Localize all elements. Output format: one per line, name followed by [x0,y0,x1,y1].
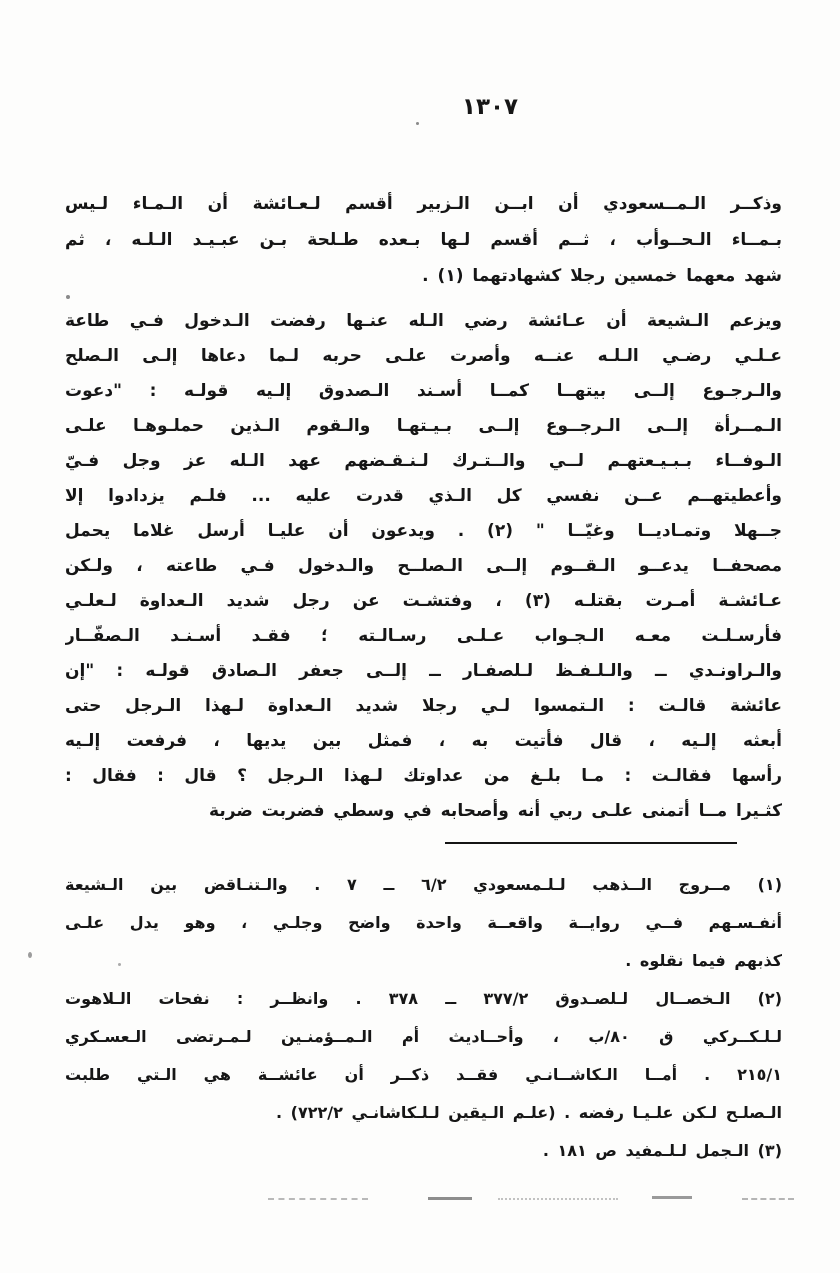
footnote-1 [65,866,782,980]
footnote-line: (٣) الـجمل لـلـمفيد ص ١٨١ . [542,1141,782,1160]
body-text [65,186,782,829]
footnote-line: الـصلـح لـكن علـيـا رفضه . (علـم الـيقين لـلـكاشانـي ٧٢٢/٢) . [276,1103,782,1122]
page-number: ١٣٠٧ [461,94,519,120]
footnote-line: (١) مــروج الــذهب لـلـمسعودي ٦/٢ ــ ٧ . والـتنـاقض بين الـشيعة [65,875,782,894]
footnote-2 [65,980,782,1132]
body-line: عـائشـة أمـرت بقتلـه (٣) ، وفتشـت عن رجل شديد الـعداوة لـعلـي [65,591,782,611]
footnote-line: أنفـسـهم فــي روايــة واقعــة واحدة واضح وجلـي ، وهو يدل علـى [65,913,782,932]
footnotes-section [65,866,782,1170]
scan-speck [28,952,32,958]
body-line: الـمــرأة إلــى الـرجــوع إلــى بـيـتهـا والـقوم الـذين حملـوهـا علـى [65,416,782,436]
scan-artifact-dashes-left [268,1198,368,1200]
body-line: والـراونـدي ــ والـلـفـظ لـلصفـار ــ إلــى جعفر الـصادق قولـه : "إن [65,661,782,681]
scan-speck [416,122,419,125]
scan-speck [118,963,121,966]
footnote-separator [445,842,737,844]
body-line: الـوفــاء بـبـيـعتهـم لــي والــتـرك لـنـقـضهم عهد الـله عز وجل فـيّ [65,451,782,471]
footnote-line: لـلـكــركي ق ٨٠/ب ، وأحــاديث أم الـمــؤمنـين لـمـرتضى الـعسـكري [65,1027,782,1046]
scan-artifact-dark-2 [652,1196,692,1199]
body-line: وذكــر الـمــسعودي أن ابــن الـزبير أقسم لـعـائشة أن الـمـاء لـيس [65,194,782,214]
body-line: ويزعم الـشيعة أن عـائشة رضي الـله عنـها رفضت الـدخول فـي طاعة [65,311,782,331]
body-line: عائشة قالـت : الـتمسوا لـي رجلا شديد الـعداوة لـهذا الـرجل حتى [65,696,782,716]
body-line: جــهلا وتمـاديــا وغيّــا " (٢) . ويدعون أن عليـا أرسل غلاما يحمل [65,521,782,541]
body-line: شهد معهما خمسين رجلا كشهادتهما (١) . [422,266,782,286]
scan-artifact-dashes-right [742,1198,794,1200]
scan-artifact-dark-1 [428,1197,472,1200]
footnote-line: (٢) الـخصــال لـلصـدوق ٣٧٧/٢ ــ ٣٧٨ . وانظــر : نفحات الـلاهوت [65,989,782,1008]
scan-speck [66,295,70,299]
footnote-3 [65,1132,782,1170]
footnote-line: كذبهم فيما نقلوه . [625,951,782,970]
body-line: بـمــاء الـحــوأب ، ثــم أقسم لـها بـعده طـلحة بـن عبـيـد الـلـه ، ثم [65,230,782,250]
body-line: والـرجـوع إلــى بيتهــا كمــا أسـند الـصدوق إلـيه قولـه : "دعوت [65,381,782,401]
body-line: كثـيرا مــا أتمنى علـى ربي أنه وأصحابه في وسطي فضربت ضربة [209,801,782,821]
paragraph-2 [65,304,782,829]
body-line: رأسها فقالـت : مـا بلـغ من عداوتك لـهذا الـرجل ؟ قال : فقال : [65,766,782,786]
body-line: عـلـي رضـي الـلـه عنــه وأصرت علـى حربه لـما دعاها إلـى الـصلح [65,346,782,366]
footnote-line: ٢١٥/١ . أمــا الـكاشــانـي فقــد ذكــر أن عائشــة هي الـتي طلبت [65,1065,782,1084]
scan-artifact-dot-row [498,1198,618,1200]
paragraph-1 [65,186,782,294]
body-line: فأرسـلـت معـه الـجـواب عـلـى رسـالـته ؛ فقـد أسـنـد الـصفّــار [65,626,782,646]
body-line: أبعثه إلـيه ، قال فأتيت به ، فمثل بين يديها ، فرفعت إلـيه [65,731,782,751]
body-line: مصحفــا يدعــو الـقــوم إلــى الـصلــح والـدخول فـي طاعته ، ولـكن [65,556,782,576]
body-line: وأعطيتهــم عــن نفسي كل الـذي قدرت عليه ... فلـم يزدادوا إلا [65,486,782,506]
